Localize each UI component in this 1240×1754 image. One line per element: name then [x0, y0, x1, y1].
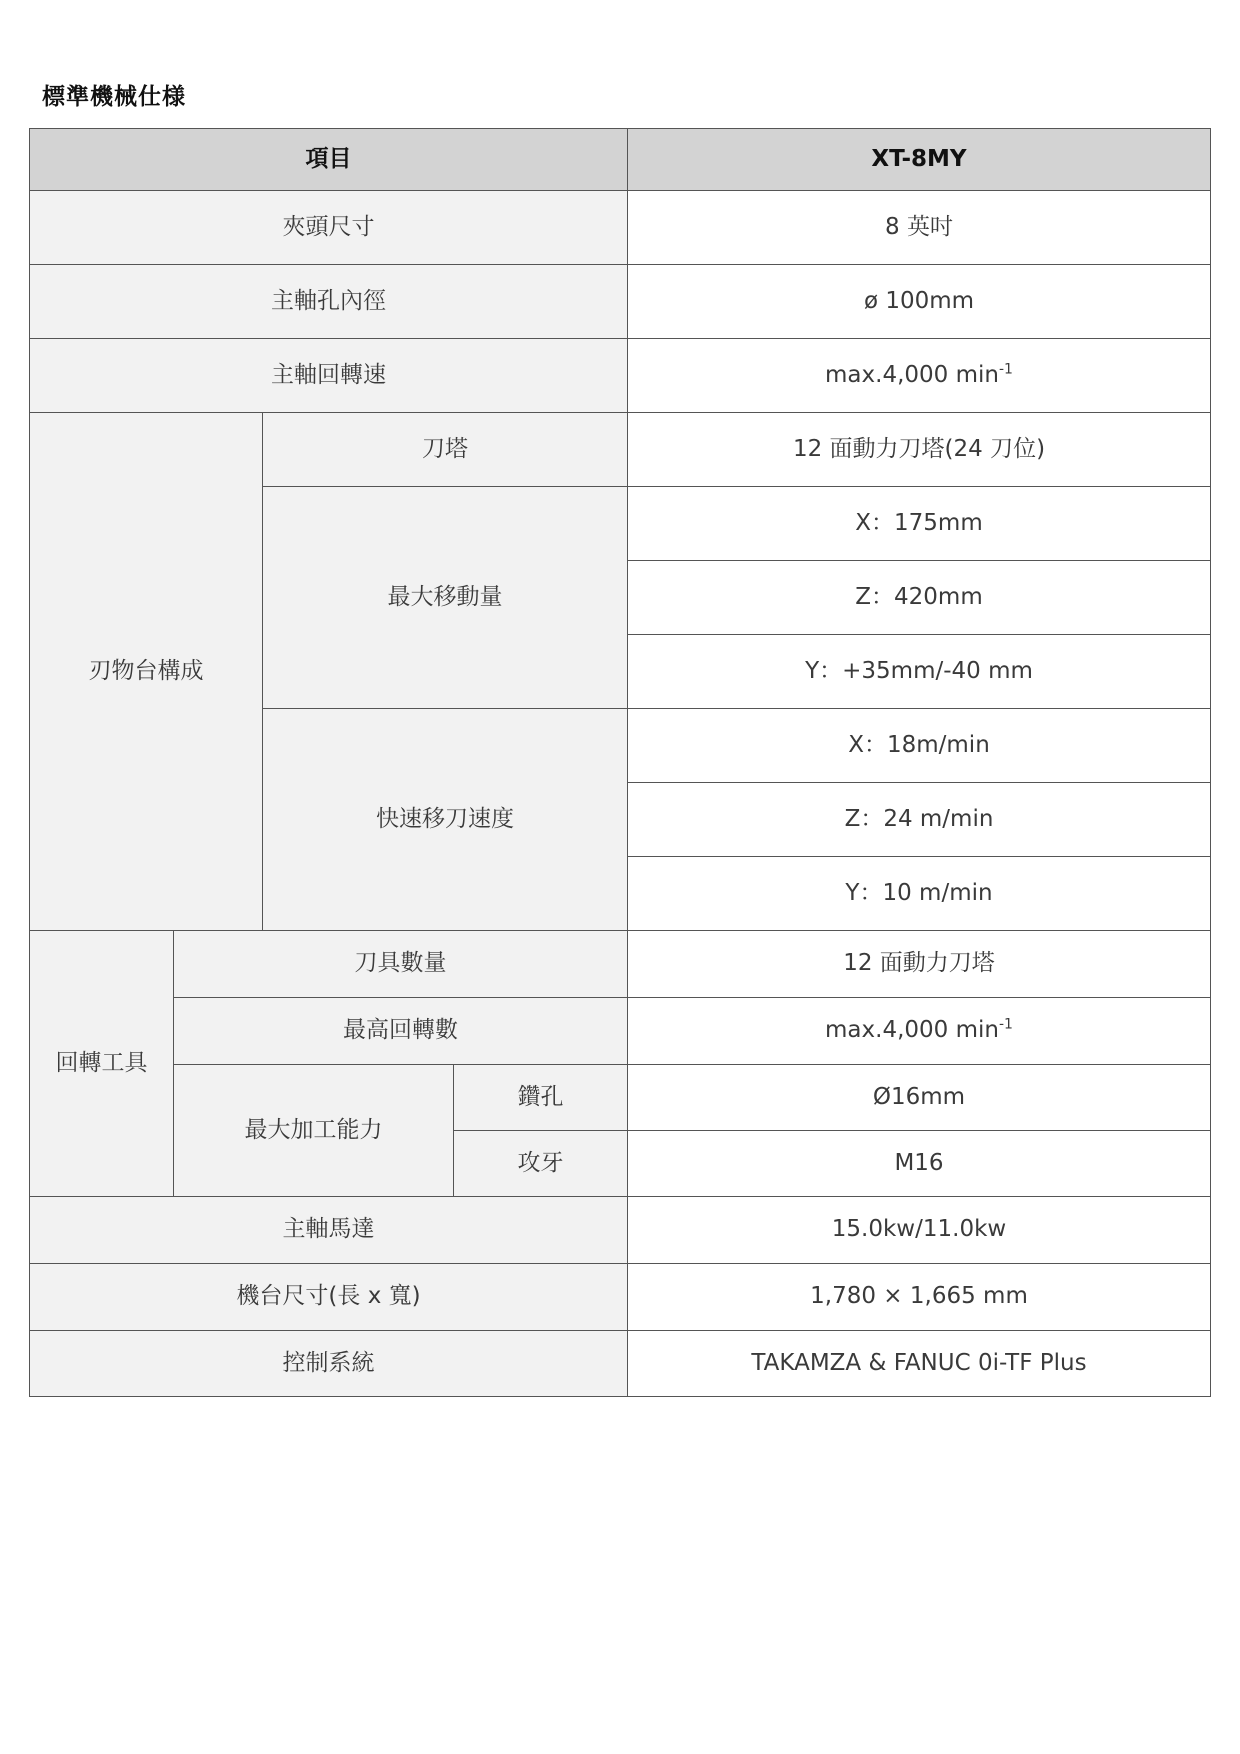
- rapid-z-value: Z：24 m/min: [628, 783, 1211, 857]
- table-row: [30, 265, 1211, 339]
- table-row: [30, 998, 1211, 1065]
- rapid-x-value: X：18m/min: [628, 709, 1211, 783]
- turret-group-label: 刃物台構成: [30, 413, 263, 931]
- max-speed-label: 最高回轉數: [174, 998, 628, 1065]
- max-speed-main: max.4,000 min: [825, 1017, 999, 1044]
- drill-value: Ø16mm: [628, 1065, 1211, 1131]
- header-row: [30, 129, 1211, 191]
- motor-value: 15.0kw/11.0kw: [628, 1197, 1211, 1264]
- table-row: [30, 413, 1211, 487]
- bore-value: ø 100mm: [628, 265, 1211, 339]
- spec-table: [29, 128, 1211, 1397]
- chuck-label: 夾頭尺寸: [30, 191, 628, 265]
- spindle-speed-exponent: -1: [998, 361, 1013, 378]
- travel-z-value: Z：420mm: [628, 561, 1211, 635]
- live-tool-label: 回轉工具: [30, 931, 174, 1197]
- table-row: [30, 1065, 1211, 1131]
- rapid-label: 快速移刀速度: [263, 709, 628, 931]
- header-item: 項目: [30, 129, 628, 191]
- table-row: [30, 191, 1211, 265]
- spindle-speed-main: max.4,000 min: [825, 361, 999, 388]
- machine-size-label: 機台尺寸(長 x 寬): [30, 1264, 628, 1331]
- travel-x-value: X：175mm: [628, 487, 1211, 561]
- capacity-label: 最大加工能力: [174, 1065, 454, 1197]
- motor-label: 主軸馬達: [30, 1197, 628, 1264]
- max-speed-exponent: -1: [998, 1016, 1013, 1033]
- turret-label: 刀塔: [263, 413, 628, 487]
- control-value: TAKAMZA & FANUC 0i-TF Plus: [628, 1331, 1211, 1397]
- page-title: 標準機械仕様: [42, 84, 186, 110]
- control-label: 控制系統: [30, 1331, 628, 1397]
- turret-value: 12 面動力刀塔(24 刀位): [628, 413, 1211, 487]
- table-row: [30, 1197, 1211, 1264]
- spindle-speed-label: 主軸回轉速: [30, 339, 628, 413]
- drill-label: 鑽孔: [454, 1065, 628, 1131]
- travel-label: 最大移動量: [263, 487, 628, 709]
- header-model: XT-8MY: [628, 129, 1211, 191]
- table-row: [30, 1264, 1211, 1331]
- tap-value: M16: [628, 1131, 1211, 1197]
- rapid-y-value: Y：10 m/min: [628, 857, 1211, 931]
- max-speed-value: [628, 998, 1211, 1065]
- tool-count-value: 12 面動力刀塔: [628, 931, 1211, 998]
- machine-size-value: 1,780 × 1,665 mm: [628, 1264, 1211, 1331]
- chuck-value: 8 英吋: [628, 191, 1211, 265]
- tool-count-label: 刀具數量: [174, 931, 628, 998]
- table-row: [30, 931, 1211, 998]
- bore-label: 主軸孔內徑: [30, 265, 628, 339]
- tap-label: 攻牙: [454, 1131, 628, 1197]
- table-row: [30, 1331, 1211, 1397]
- spindle-speed-value: [628, 339, 1211, 413]
- travel-y-value: Y：+35mm/-40 mm: [628, 635, 1211, 709]
- table-row: [30, 339, 1211, 413]
